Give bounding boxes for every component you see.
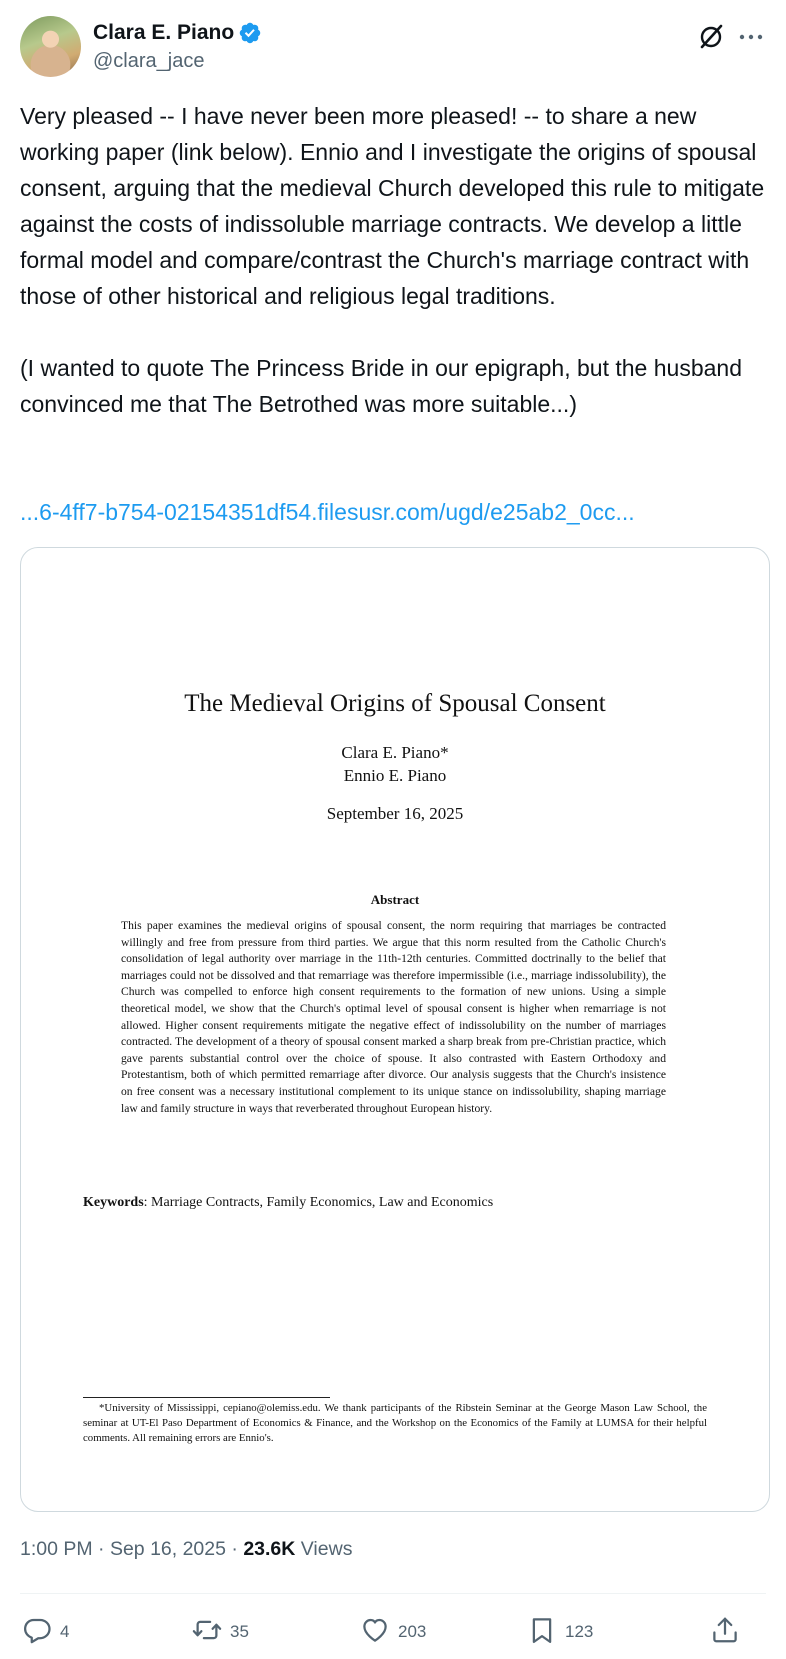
tweet-header (20, 16, 766, 78)
repost-icon (192, 1615, 222, 1650)
display-name[interactable]: Clara E. Piano (93, 21, 235, 44)
verified-badge-icon[interactable] (238, 21, 262, 45)
tweet-link[interactable]: ...6-4ff7-b754-02154351df54.filesusr.com/ugd/e25ab2_0cc... (20, 499, 635, 525)
media-image-paper[interactable] (20, 547, 770, 1512)
bookmark-button[interactable] (527, 1612, 593, 1652)
timestamp[interactable]: 1:00 PM · Sep 16, 2025 · (20, 1538, 244, 1560)
heart-icon (360, 1615, 390, 1650)
avatar[interactable] (20, 16, 81, 77)
like-count: 203 (398, 1622, 427, 1641)
divider (20, 1593, 766, 1594)
bookmark-icon (527, 1615, 557, 1650)
views-count: 23.6K (243, 1538, 296, 1560)
footnote-rule (83, 1397, 330, 1398)
paper-date: September 16, 2025 (326, 804, 464, 823)
keywords-label: Keywords (83, 1195, 144, 1210)
tweet-meta (20, 1538, 352, 1561)
share-button[interactable] (710, 1612, 740, 1652)
reply-button[interactable] (22, 1612, 69, 1652)
footnote: *University of Mississippi, cepiano@olemiss.edu. We thank participants of the Ribstein Seminar at the George Mason Law School, the seminar at UT-El Paso Department of Economics & Finance, and the Workshop on the Economics of the Family at LUMSA for their helpful comments. All remaining errors are Ennio's. (83, 1402, 707, 1444)
repost-count: 35 (230, 1622, 249, 1641)
paper-author-2: Ennio E. Piano (343, 766, 447, 785)
keywords (83, 1195, 493, 1211)
repost-button[interactable] (192, 1612, 249, 1652)
abstract-heading: Abstract (370, 892, 420, 907)
tweet-paragraph-2: (I wanted to quote The Princess Bride in our epigraph, but the husband convinced me that The Betrothed was more suitable...) (20, 355, 742, 417)
action-bar (20, 1612, 766, 1652)
paper-author-1: Clara E. Piano* (341, 743, 449, 762)
share-icon (710, 1615, 740, 1650)
tweet-paragraph-1: Very pleased -- I have never been more pleased! -- to share a new working paper (link below). Ennio and I investigate the origins of spousal consent, arguing that the medieval Church developed this rule to mitigate against the costs of indissoluble marriage contracts. We develop a little formal model and compare/contrast the Church's marriage contract with those of other historical and religious legal traditions. (20, 103, 765, 309)
bookmark-count: 123 (565, 1622, 594, 1641)
more-icon[interactable] (736, 22, 766, 52)
abstract-body: This paper examines the medieval origins of spousal consent, the norm requiring that marriages be contracted willingly and free from pressure from third parties. We argue that this norm resulted from the Catholic Church's consolidation of legal authority over marriage in the 11th-12th centuries. Committed doctrinally to the belief that marriages could not be dissolved and that remarriage was therefore impermissible (i.e., marriage indissolubility), the Church was compelled to enforce high consent requirements to the formation of new unions. Using a simple theoretical model, we show that the Church's optimal level of spousal consent is higher when remarriage is not allowed. Higher consent requirements mitigate the negative effect of indissolubility on the number of marriages contracted. The development of a theory of spousal consent marked a sharp break from pre-Christian practice, which gave parents substantial control over the choice of spouse. It also contrasted with Eastern Orthodoxy and Protestantism, both of which permitted remarriage after divorce. Our analysis suggests that the Church's insistence on free consent was a necessary institutional complement to its unique stance on indissolubility, shaping marriage law and family structure in ways that reverberated throughout European history. (121, 919, 666, 1115)
tweet-text (20, 98, 770, 422)
reply-count: 4 (60, 1622, 70, 1641)
views-label: Views (295, 1538, 353, 1560)
keywords-list: : Marriage Contracts, Family Economics, Law and Economics (143, 1195, 494, 1210)
reply-icon (22, 1615, 52, 1650)
name-row (93, 18, 262, 48)
paper-title: The Medieval Origins of Spousal Consent (184, 690, 606, 717)
handle[interactable]: @clara_jace (93, 50, 205, 72)
grok-icon[interactable] (696, 22, 726, 52)
like-button[interactable] (360, 1612, 426, 1652)
